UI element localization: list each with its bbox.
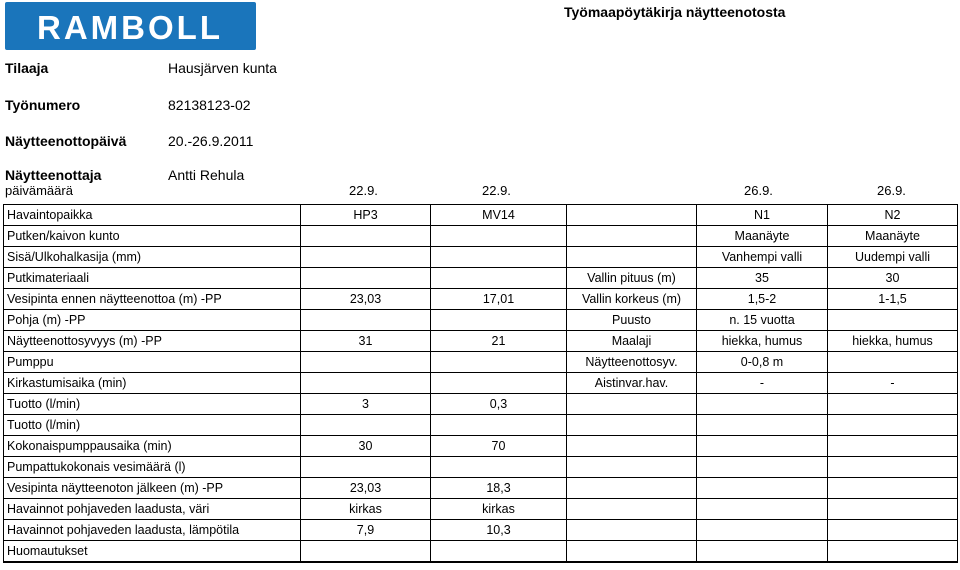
row-label: Vesipinta ennen näytteenottoa (m) -PP	[4, 289, 301, 310]
table-cell: Aistinvar.hav.	[567, 373, 697, 394]
table-cell	[567, 436, 697, 457]
table-cell	[567, 247, 697, 268]
table-cell	[828, 415, 958, 436]
table-cell: 70	[431, 436, 567, 457]
table-cell: 1-1,5	[828, 289, 958, 310]
table-cell	[567, 541, 697, 563]
row-label: Kirkastumisaika (min)	[4, 373, 301, 394]
table-cell	[431, 415, 567, 436]
table-cell	[567, 478, 697, 499]
table-row	[4, 373, 958, 394]
table-cell	[828, 541, 958, 563]
table-cell	[697, 478, 828, 499]
table-row	[4, 520, 958, 541]
table-cell: n. 15 vuotta	[697, 310, 828, 331]
table-cell	[828, 520, 958, 541]
table-cell: Vallin pituus (m)	[567, 268, 697, 289]
row-label: Kokonaispumppausaika (min)	[4, 436, 301, 457]
table-cell	[567, 226, 697, 247]
row-label: Vesipinta näytteenoton jälkeen (m) -PP	[4, 478, 301, 499]
row-label: Sisä/Ulkohalkasija (mm)	[4, 247, 301, 268]
table-cell: 21	[431, 331, 567, 352]
paivamaara-label: päivämäärä	[5, 183, 73, 198]
table-cell: N2	[828, 205, 958, 226]
table-cell: 18,3	[431, 478, 567, 499]
table-cell	[567, 520, 697, 541]
table-row	[4, 310, 958, 331]
table-row	[4, 394, 958, 415]
date-n2: 26.9.	[877, 183, 906, 198]
table-cell: Näytteenottosyv.	[567, 352, 697, 373]
table-row	[4, 247, 958, 268]
table-cell: kirkas	[431, 499, 567, 520]
logo-text: RAMBOLL	[37, 9, 223, 46]
table-cell	[567, 415, 697, 436]
tyonumero-value: 82138123-02	[168, 97, 251, 113]
table-row	[4, 352, 958, 373]
table-cell	[828, 499, 958, 520]
table-cell	[828, 394, 958, 415]
table-cell: 31	[301, 331, 431, 352]
table-cell: Vallin korkeus (m)	[567, 289, 697, 310]
table-cell: Maanäyte	[828, 226, 958, 247]
table-cell	[697, 436, 828, 457]
table-row	[4, 436, 958, 457]
row-label: Havainnot pohjaveden laadusta, lämpötila	[4, 520, 301, 541]
table-row	[4, 478, 958, 499]
naytteenottaja-value: Antti Rehula	[168, 167, 245, 183]
table-cell	[431, 310, 567, 331]
table-cell	[697, 541, 828, 563]
table-cell	[301, 310, 431, 331]
table-cell: 23,03	[301, 478, 431, 499]
table-cell: HP3	[301, 205, 431, 226]
table-cell: 17,01	[431, 289, 567, 310]
naytteenottaja-label: Näytteenottaja	[5, 167, 102, 183]
table-cell	[828, 436, 958, 457]
table-row	[4, 289, 958, 310]
table-cell: 30	[301, 436, 431, 457]
table-cell	[567, 457, 697, 478]
table-cell: 3	[301, 394, 431, 415]
table-cell	[828, 352, 958, 373]
table-cell	[301, 247, 431, 268]
table-row	[4, 415, 958, 436]
tyonumero-label: Työnumero	[5, 97, 81, 113]
table-cell	[301, 415, 431, 436]
table-cell	[431, 247, 567, 268]
table-cell	[567, 499, 697, 520]
tilaaja-label: Tilaaja	[5, 60, 49, 76]
table-cell	[697, 415, 828, 436]
date-n1: 26.9.	[744, 183, 773, 198]
row-label: Pohja (m) -PP	[4, 310, 301, 331]
row-label: Näytteenottosyvyys (m) -PP	[4, 331, 301, 352]
table-cell	[301, 352, 431, 373]
naytteenottopaiva-label: Näytteenottopäivä	[5, 133, 127, 149]
table-cell: -	[697, 373, 828, 394]
sample-table-body	[4, 205, 958, 563]
table-row	[4, 205, 958, 226]
table-cell: -	[828, 373, 958, 394]
table-cell: N1	[697, 205, 828, 226]
table-cell: 0-0,8 m	[697, 352, 828, 373]
table-row	[4, 331, 958, 352]
row-label: Pumppu	[4, 352, 301, 373]
row-label: Putkimateriaali	[4, 268, 301, 289]
table-cell	[828, 478, 958, 499]
tilaaja-value: Hausjärven kunta	[168, 60, 277, 76]
table-cell	[301, 226, 431, 247]
table-row	[4, 541, 958, 563]
table-cell	[567, 205, 697, 226]
row-label: Huomautukset	[4, 541, 301, 563]
date-mv14: 22.9.	[482, 183, 511, 198]
document-title: Työmaapöytäkirja näytteenotosta	[564, 4, 786, 20]
ramboll-logo-mark	[5, 2, 256, 50]
sample-table	[3, 204, 958, 563]
table-row	[4, 499, 958, 520]
table-cell: 0,3	[431, 394, 567, 415]
table-cell	[431, 541, 567, 563]
table-cell	[431, 268, 567, 289]
table-cell: MV14	[431, 205, 567, 226]
table-cell	[301, 457, 431, 478]
table-cell: kirkas	[301, 499, 431, 520]
table-cell	[431, 352, 567, 373]
table-cell	[301, 541, 431, 563]
table-cell	[431, 457, 567, 478]
row-label: Putken/kaivon kunto	[4, 226, 301, 247]
table-cell: 30	[828, 268, 958, 289]
row-label: Pumpattukokonais vesimäärä (l)	[4, 457, 301, 478]
naytteenottopaiva-value: 20.-26.9.2011	[168, 133, 254, 149]
table-cell	[828, 457, 958, 478]
row-label: Havainnot pohjaveden laadusta, väri	[4, 499, 301, 520]
table-cell	[301, 268, 431, 289]
table-cell	[697, 499, 828, 520]
table-cell	[431, 226, 567, 247]
row-label: Tuotto (l/min)	[4, 415, 301, 436]
table-cell: Vanhempi valli	[697, 247, 828, 268]
ramboll-logo	[5, 2, 256, 50]
table-cell: 35	[697, 268, 828, 289]
table-row	[4, 457, 958, 478]
table-cell: Maanäyte	[697, 226, 828, 247]
table-cell	[697, 457, 828, 478]
table-cell: hiekka, humus	[828, 331, 958, 352]
table-cell: hiekka, humus	[697, 331, 828, 352]
table-cell	[301, 373, 431, 394]
table-cell	[828, 310, 958, 331]
table-row	[4, 226, 958, 247]
table-cell: 10,3	[431, 520, 567, 541]
row-label: Havaintopaikka	[4, 205, 301, 226]
table-cell: 23,03	[301, 289, 431, 310]
table-cell: Maalaji	[567, 331, 697, 352]
date-hp3: 22.9.	[349, 183, 378, 198]
table-cell	[697, 394, 828, 415]
table-row	[4, 268, 958, 289]
table-cell: 7,9	[301, 520, 431, 541]
table-cell	[567, 394, 697, 415]
table-cell: Puusto	[567, 310, 697, 331]
row-label: Tuotto (l/min)	[4, 394, 301, 415]
table-cell	[431, 373, 567, 394]
table-cell	[697, 520, 828, 541]
table-cell: Uudempi valli	[828, 247, 958, 268]
table-cell: 1,5-2	[697, 289, 828, 310]
